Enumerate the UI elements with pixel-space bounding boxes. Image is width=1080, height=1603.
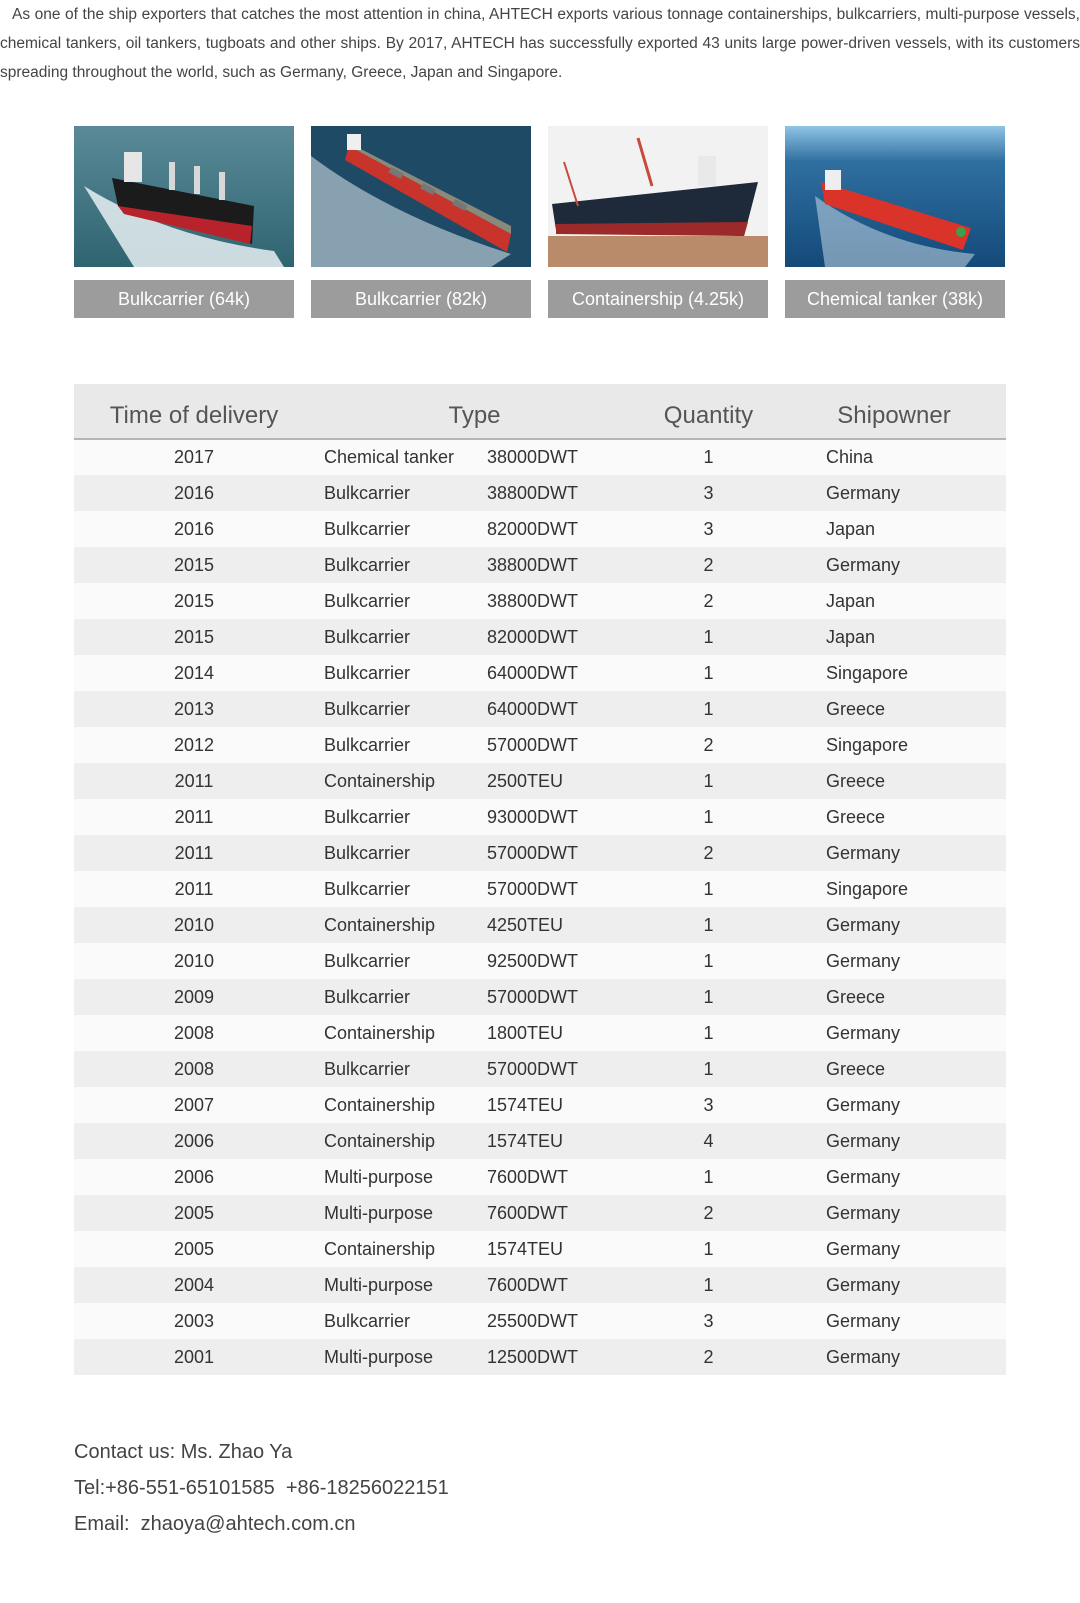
table-row bbox=[74, 439, 1006, 475]
table-row bbox=[74, 1267, 1006, 1303]
cell-tonnage: 38800DWT bbox=[487, 482, 579, 503]
cell-shipowner: Germany bbox=[826, 1310, 901, 1331]
cell-quantity: 1 bbox=[703, 1058, 714, 1079]
cell-shipowner: Singapore bbox=[826, 878, 909, 899]
header-type: Type bbox=[314, 384, 635, 439]
cell-quantity: 1 bbox=[703, 1274, 714, 1295]
table-row bbox=[74, 583, 1006, 619]
cell-tonnage: 1574TEU bbox=[487, 1238, 564, 1259]
cell-shipowner: China bbox=[826, 447, 874, 467]
cell-tonnage: 38800DWT bbox=[487, 554, 579, 575]
cell-tonnage: 82000DWT bbox=[487, 518, 579, 539]
cell-shipowner: Germany bbox=[826, 950, 901, 971]
table-row bbox=[74, 727, 1006, 763]
gallery-caption: Bulkcarrier (82k) bbox=[311, 280, 531, 318]
cell-tonnage: 64000DWT bbox=[487, 698, 579, 719]
cell-tonnage: 38800DWT bbox=[487, 590, 579, 611]
cell-tonnage: 93000DWT bbox=[487, 806, 579, 827]
header-time-of-delivery: Time of delivery bbox=[74, 384, 314, 439]
cell-delivery-year: 2010 bbox=[173, 950, 215, 971]
cell-delivery-year: 2011 bbox=[174, 878, 214, 899]
contact-block bbox=[74, 1434, 449, 1542]
cell-tonnage: 1574TEU bbox=[487, 1130, 564, 1151]
contact-email: Email: zhaoya@ahtech.com.cn bbox=[74, 1513, 356, 1535]
cell-ship-type: Containership bbox=[324, 1094, 436, 1115]
table-row bbox=[74, 619, 1006, 655]
table-row bbox=[74, 1087, 1006, 1123]
cell-delivery-year: 2005 bbox=[173, 1238, 215, 1259]
cell-delivery-year: 2006 bbox=[173, 1130, 215, 1151]
cell-shipowner: Germany bbox=[826, 1166, 901, 1187]
cell-shipowner: Greece bbox=[826, 986, 886, 1007]
cell-ship-type: Bulkcarrier bbox=[324, 986, 411, 1007]
cell-shipowner: Germany bbox=[826, 1202, 901, 1223]
cell-shipowner: Japan bbox=[826, 518, 876, 539]
cell-ship-type: Bulkcarrier bbox=[324, 878, 411, 899]
cell-ship-type: Bulkcarrier bbox=[324, 590, 411, 611]
cell-ship-type: Bulkcarrier bbox=[324, 626, 411, 647]
cell-delivery-year: 2005 bbox=[173, 1202, 215, 1223]
cell-ship-type: Bulkcarrier bbox=[324, 806, 411, 827]
table-row bbox=[74, 1123, 1006, 1159]
cell-quantity: 1 bbox=[703, 1238, 714, 1259]
cell-delivery-year: 2007 bbox=[173, 1094, 215, 1115]
table-row bbox=[74, 1159, 1006, 1195]
cell-tonnage: 57000DWT bbox=[487, 878, 579, 899]
gallery-card[interactable] bbox=[311, 126, 531, 318]
cell-shipowner: Germany bbox=[826, 1274, 901, 1295]
cell-quantity: 3 bbox=[703, 1310, 714, 1331]
cell-ship-type: Chemical tanker bbox=[324, 447, 455, 467]
table-row bbox=[74, 979, 1006, 1015]
table-row bbox=[74, 475, 1006, 511]
header-quantity: Quantity bbox=[635, 384, 782, 439]
cell-delivery-year: 2015 bbox=[173, 554, 215, 575]
bulkcarrier-photo bbox=[311, 126, 531, 267]
cell-delivery-year: 2011 bbox=[174, 842, 214, 863]
cell-tonnage: 57000DWT bbox=[487, 842, 579, 863]
table-row bbox=[74, 835, 1006, 871]
table-row bbox=[74, 799, 1006, 835]
cell-tonnage: 1574TEU bbox=[487, 1094, 564, 1115]
gallery-caption: Chemical tanker (38k) bbox=[785, 280, 1005, 318]
cell-shipowner: Germany bbox=[826, 1022, 901, 1043]
cell-tonnage: 12500DWT bbox=[487, 1346, 579, 1367]
cell-tonnage: 38000DWT bbox=[487, 447, 579, 467]
cell-delivery-year: 2003 bbox=[173, 1310, 215, 1331]
cell-delivery-year: 2001 bbox=[173, 1346, 215, 1367]
cell-ship-type: Multi-purpose bbox=[324, 1202, 434, 1223]
contact-name: Contact us: Ms. Zhao Ya bbox=[74, 1441, 293, 1463]
cell-quantity: 1 bbox=[703, 447, 714, 467]
table-row bbox=[74, 907, 1006, 943]
cell-quantity: 3 bbox=[703, 482, 714, 503]
cell-ship-type: Multi-purpose bbox=[324, 1274, 434, 1295]
table-row bbox=[74, 691, 1006, 727]
containership-photo bbox=[548, 126, 768, 267]
cell-delivery-year: 2015 bbox=[173, 626, 215, 647]
cell-delivery-year: 2017 bbox=[173, 447, 215, 467]
bulkcarrier-photo bbox=[74, 126, 294, 267]
cell-quantity: 2 bbox=[703, 1346, 714, 1367]
cell-delivery-year: 2016 bbox=[173, 518, 215, 539]
header-shipowner: Shipowner bbox=[782, 384, 1006, 439]
cell-shipowner: Japan bbox=[826, 626, 876, 647]
cell-shipowner: Germany bbox=[826, 1238, 901, 1259]
cell-tonnage: 57000DWT bbox=[487, 734, 579, 755]
cell-ship-type: Bulkcarrier bbox=[324, 698, 411, 719]
delivery-table-container bbox=[74, 384, 1006, 1375]
gallery-card[interactable] bbox=[74, 126, 294, 318]
table-row bbox=[74, 655, 1006, 691]
gallery-caption: Bulkcarrier (64k) bbox=[74, 280, 294, 318]
cell-ship-type: Bulkcarrier bbox=[324, 662, 411, 683]
cell-shipowner: Singapore bbox=[826, 734, 909, 755]
gallery-card[interactable] bbox=[785, 126, 1005, 318]
cell-ship-type: Bulkcarrier bbox=[324, 482, 411, 503]
cell-delivery-year: 2010 bbox=[173, 914, 215, 935]
cell-quantity: 4 bbox=[703, 1130, 714, 1151]
cell-quantity: 2 bbox=[703, 554, 714, 575]
gallery-caption: Containership (4.25k) bbox=[548, 280, 768, 318]
cell-ship-type: Containership bbox=[324, 1130, 436, 1151]
cell-tonnage: 57000DWT bbox=[487, 1058, 579, 1079]
cell-shipowner: Greece bbox=[826, 1058, 886, 1079]
cell-ship-type: Containership bbox=[324, 770, 436, 791]
cell-delivery-year: 2011 bbox=[174, 806, 214, 827]
table-row bbox=[74, 511, 1006, 547]
cell-shipowner: Greece bbox=[826, 698, 886, 719]
cell-delivery-year: 2016 bbox=[173, 482, 215, 503]
cell-quantity: 1 bbox=[703, 914, 714, 935]
cell-shipowner: Greece bbox=[826, 806, 886, 827]
cell-quantity: 1 bbox=[703, 662, 714, 683]
chemical-tanker-photo bbox=[785, 126, 1005, 267]
table-row bbox=[74, 943, 1006, 979]
cell-shipowner: Germany bbox=[826, 1346, 901, 1367]
cell-tonnage: 92500DWT bbox=[487, 950, 579, 971]
cell-quantity: 3 bbox=[703, 1094, 714, 1115]
cell-shipowner: Japan bbox=[826, 590, 876, 611]
cell-quantity: 1 bbox=[703, 770, 714, 791]
cell-quantity: 3 bbox=[703, 518, 714, 539]
cell-delivery-year: 2008 bbox=[173, 1058, 215, 1079]
cell-quantity: 2 bbox=[703, 590, 714, 611]
cell-quantity: 1 bbox=[703, 950, 714, 971]
table-row bbox=[74, 1339, 1006, 1375]
cell-quantity: 1 bbox=[703, 626, 714, 647]
contact-phone: Tel:+86-551-65101585 +86-18256022151 bbox=[74, 1477, 449, 1499]
cell-quantity: 1 bbox=[703, 806, 714, 827]
cell-shipowner: Germany bbox=[826, 482, 901, 503]
cell-quantity: 1 bbox=[703, 1022, 714, 1043]
intro-paragraph: As one of the ship exporters that catches the most attention in china, AHTECH exports various tonnage containerships, bulkcarriers, multi-purpose vessels, chemical tankers, oil tankers, tugboats and other ships. By 2017, AHTECH has successfully exported 43 units large power-driven vessels, with its customers spreading throughout the world, such as Germany, Greece, Japan and Singapore. bbox=[0, 6, 1080, 81]
cell-delivery-year: 2015 bbox=[173, 590, 215, 611]
cell-tonnage: 7600DWT bbox=[487, 1166, 569, 1187]
cell-shipowner: Germany bbox=[826, 842, 901, 863]
cell-delivery-year: 2009 bbox=[173, 986, 215, 1007]
cell-ship-type: Containership bbox=[324, 914, 436, 935]
cell-ship-type: Containership bbox=[324, 1022, 436, 1043]
table-row bbox=[74, 871, 1006, 907]
cell-quantity: 1 bbox=[703, 986, 714, 1007]
cell-delivery-year: 2013 bbox=[173, 698, 215, 719]
cell-quantity: 2 bbox=[703, 1202, 714, 1223]
cell-delivery-year: 2012 bbox=[173, 734, 215, 755]
cell-shipowner: Germany bbox=[826, 914, 901, 935]
cell-ship-type: Bulkcarrier bbox=[324, 842, 411, 863]
cell-quantity: 2 bbox=[703, 842, 714, 863]
table-row bbox=[74, 763, 1006, 799]
cell-delivery-year: 2014 bbox=[173, 662, 215, 683]
table-row bbox=[74, 1051, 1006, 1087]
cell-delivery-year: 2008 bbox=[173, 1022, 215, 1043]
cell-tonnage: 57000DWT bbox=[487, 986, 579, 1007]
table-row bbox=[74, 1195, 1006, 1231]
cell-ship-type: Multi-purpose bbox=[324, 1166, 434, 1187]
gallery-card[interactable] bbox=[548, 126, 768, 318]
cell-ship-type: Bulkcarrier bbox=[324, 554, 411, 575]
cell-quantity: 1 bbox=[703, 1166, 714, 1187]
cell-shipowner: Singapore bbox=[826, 662, 909, 683]
cell-tonnage: 25500DWT bbox=[487, 1310, 579, 1331]
table-row bbox=[74, 1231, 1006, 1267]
cell-ship-type: Bulkcarrier bbox=[324, 1310, 411, 1331]
cell-tonnage: 7600DWT bbox=[487, 1274, 569, 1295]
table-row bbox=[74, 1303, 1006, 1339]
cell-tonnage: 4250TEU bbox=[487, 914, 564, 935]
table-header-row bbox=[74, 384, 1006, 439]
cell-tonnage: 2500TEU bbox=[487, 770, 564, 791]
cell-ship-type: Bulkcarrier bbox=[324, 518, 411, 539]
cell-shipowner: Germany bbox=[826, 1130, 901, 1151]
cell-shipowner: Greece bbox=[826, 770, 886, 791]
cell-quantity: 1 bbox=[703, 698, 714, 719]
ship-gallery bbox=[74, 126, 1006, 318]
cell-tonnage: 64000DWT bbox=[487, 662, 579, 683]
cell-shipowner: Germany bbox=[826, 1094, 901, 1115]
cell-ship-type: Multi-purpose bbox=[324, 1346, 434, 1367]
cell-ship-type: Bulkcarrier bbox=[324, 950, 411, 971]
table-row bbox=[74, 547, 1006, 583]
cell-delivery-year: 2011 bbox=[174, 770, 214, 791]
cell-ship-type: Bulkcarrier bbox=[324, 1058, 411, 1079]
cell-quantity: 2 bbox=[703, 734, 714, 755]
cell-ship-type: Bulkcarrier bbox=[324, 734, 411, 755]
cell-tonnage: 82000DWT bbox=[487, 626, 579, 647]
cell-ship-type: Containership bbox=[324, 1238, 436, 1259]
cell-delivery-year: 2006 bbox=[173, 1166, 215, 1187]
cell-quantity: 1 bbox=[703, 878, 714, 899]
cell-tonnage: 1800TEU bbox=[487, 1022, 564, 1043]
cell-delivery-year: 2004 bbox=[173, 1274, 215, 1295]
delivery-table bbox=[74, 384, 1006, 1375]
table-row bbox=[74, 1015, 1006, 1051]
cell-tonnage: 7600DWT bbox=[487, 1202, 569, 1223]
cell-shipowner: Germany bbox=[826, 554, 901, 575]
